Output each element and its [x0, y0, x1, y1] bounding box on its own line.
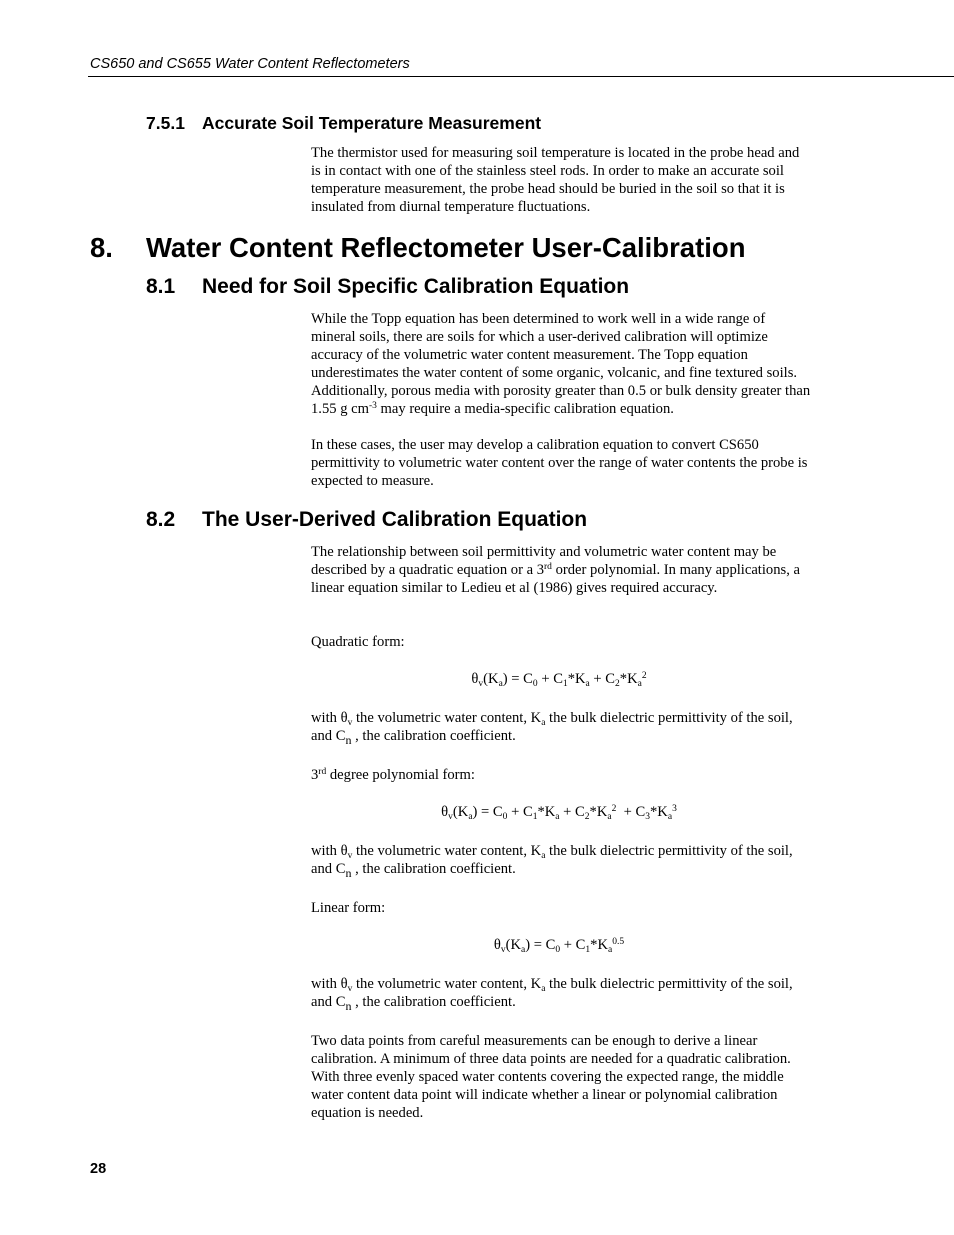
subscript: a — [541, 718, 546, 728]
paragraph-text: The relationship between soil permittivity and volumetric water content may be described by a quadratic equation or a 3 — [311, 544, 777, 578]
quadratic-form-label: Quadratic form: — [311, 634, 405, 650]
paragraph-text: may require a media-specific calibration equation. — [376, 401, 674, 417]
where-text: with θ — [311, 843, 348, 859]
where-text: the bulk dielectric permittivity of the soil, and C — [311, 976, 793, 1010]
linear-equation: $\theta_v(K_a) = C_0 + C_1*K_a^{0.5}$ — [493, 937, 625, 955]
where-text: the volumetric water content, K — [352, 976, 542, 992]
section-number: 7.5.1 — [146, 113, 185, 133]
running-header: CS650 and CS655 Water Content Reflectometers — [90, 56, 410, 72]
subscript: n — [345, 866, 352, 880]
section-8-1-paragraph-1 — [311, 310, 811, 418]
chapter-title: Water Content Reflectometer User-Calibration — [146, 232, 746, 263]
closing-paragraph: Two data points from careful measurements can be enough to derive a linear calibration. A minimum of three data points are needed for a quadratic calibration. With three evenly spaced water contents covering the expected range, the middle water content data point will indicate whether a linear or polynomial calibration equation is needed. — [311, 1033, 791, 1121]
section-number: 8.1 — [146, 275, 176, 298]
where-text: the volumetric water content, K — [352, 710, 542, 726]
where-text: with θ — [311, 976, 348, 992]
section-title: The User-Derived Calibration Equation — [202, 508, 588, 531]
linear-form-label: Linear form: — [311, 900, 386, 916]
subscript: n — [345, 999, 352, 1013]
where-text: , the calibration coefficient. — [351, 861, 516, 877]
quadratic-where-text — [311, 709, 811, 745]
section-7-5-1-body: The thermistor used for measuring soil temperature is located in the probe head and is in contact with one of the stainless steel rods. In order to make an accurate soil temperature measurement, the probe head should be buried in the soil so that it is insulated from diurnal temperature fluctuations. — [311, 145, 800, 215]
subscript: v — [347, 984, 353, 994]
label-text: degree polynomial form: — [326, 767, 475, 783]
section-8-2-heading — [146, 508, 587, 532]
paragraph-text: order polynomial. In many applications, a linear equation similar to Ledieu et al (1986) gives required accuracy. — [311, 562, 800, 596]
chapter-8-heading — [90, 232, 746, 264]
polynomial-where-text — [311, 842, 811, 878]
page-number: 28 — [90, 1161, 107, 1177]
where-text: , the calibration coefficient. — [351, 728, 516, 744]
polynomial-equation: $\theta_v(K_a) = C_0 + C_1*K_a + C_2*K_a^2 + C_3*K_a^3$ — [441, 804, 677, 822]
section-8-1-paragraph-2: In these cases, the user may develop a calibration equation to convert CS650 permittivity to volumetric water content over the range of water contents the probe is expected to measure. — [311, 437, 808, 489]
where-text: with θ — [311, 710, 348, 726]
subscript: n — [345, 733, 352, 747]
where-text: the volumetric water content, K — [352, 843, 542, 859]
superscript: rd — [544, 562, 552, 572]
where-text: the bulk dielectric permittivity of the soil, and C — [311, 710, 793, 744]
header-rule — [88, 76, 954, 77]
section-number: 8.2 — [146, 508, 176, 531]
section-title: Need for Soil Specific Calibration Equation — [202, 275, 630, 298]
section-8-1-heading — [146, 275, 629, 299]
superscript: rd — [318, 767, 327, 777]
linear-where-text — [311, 975, 811, 1011]
superscript: -3 — [368, 401, 377, 411]
section-8-2-intro — [311, 543, 811, 597]
paragraph-text: While the Topp equation has been determined to work well in a wide range of mineral soils, there are soils for which a user-derived calibration will optimize accuracy of the volumetric water content measurement. The Topp equation underestimates the water content of some organic, volcanic, and fine textured soils. Additionally, porous media with porosity greater than 0.5 or bulk density greater than 1.55 g cm — [311, 311, 811, 417]
polynomial-form-label: 3rd degree polynomial form: — [311, 767, 475, 783]
subscript: v — [347, 851, 353, 861]
chapter-number: 8. — [90, 232, 113, 263]
section-7-5-1-heading — [146, 113, 541, 134]
section-title: Accurate Soil Temperature Measurement — [202, 113, 542, 133]
subscript: a — [541, 851, 546, 861]
subscript: a — [541, 984, 546, 994]
where-text: the bulk dielectric permittivity of the soil, and C — [311, 843, 793, 877]
where-text: , the calibration coefficient. — [351, 994, 516, 1010]
subscript: v — [347, 718, 353, 728]
quadratic-equation: $\theta_v(K_a) = C_0 + C_1*K_a + C_2*K_a^2$ — [471, 671, 647, 689]
